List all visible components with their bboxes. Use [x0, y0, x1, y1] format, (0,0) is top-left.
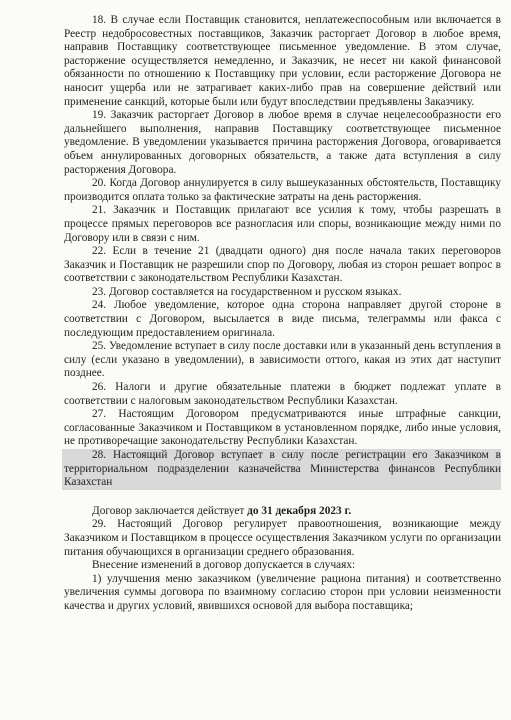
paragraph-25: 25. Уведомление вступает в силу после доставки или в указанный день вступления в силу (если указано в уведомлении), в зависимости оттого, какая из этих дат наступит позднее.	[64, 340, 501, 380]
paragraph-26: 26. Налоги и другие обязательные платежи в бюджет подлежат уплате в соответствии с налоговым законодательством Республики Казахстан.	[64, 381, 501, 407]
paragraph-20: 20. Когда Договор аннулируется в силу вышеуказанных обстоятельств, Поставщику производится оплата только за фактические затраты на день расторжения.	[64, 177, 501, 203]
paragraph-18: 18. В случае если Поставщик становится, неплатежеспособным или включается в Реестр недобросовестных поставщиков, Заказчик расторгает Договор в любое время, направив Поставщику соответствующее письменное уведомление. В этом случае, расторжение осуществляется немедленно, и Заказчик, не несет ни какой финансовой обязанности по отношению к Поставщику при условии, если расторжение Договора не наносит ущерба или не затрагивает каких-либо прав на совершение действий или применение санкций, которые были или будут впоследствии предъявлены Заказчику.	[64, 14, 501, 108]
paragraph-24: 24. Любое уведомление, которое одна сторона направляет другой стороне в соответствии с Договором, высылается в виде письма, телеграммы или факса с последующим предоставлением оригинала.	[64, 299, 501, 339]
paragraph-22: 22. Если в течение 21 (двадцати одного) дня после начала таких переговоров Заказчик и Поставщик не разрешили спор по Договору, любая из сторон решает вопрос в соответствии с законодательством Республики Казахстан.	[64, 245, 501, 285]
amendment-item-1: 1) улучшения меню заказчиком (увеличение рациона питания) и соответственно увеличения суммы договора по взаимному согласию сторон при условии неизменности качества и других условий, явившихся основой для выбора поставщика;	[64, 572, 501, 612]
blank-space	[64, 490, 501, 505]
paragraph-23: 23. Договор составляется на государственном и русском языках.	[92, 285, 402, 298]
amendments-intro: Внесение изменений в договор допускается в случаях:	[92, 559, 356, 572]
paragraph-27: 27. Настоящим Договором предусматриваются иные штрафные санкции, согласованные Заказчиком и Поставщиком в установленном порядке, либо иные условия, не противоречащие законодательству Республики Казахстан.	[64, 408, 501, 448]
paragraph-29: 29. Настоящий Договор регулирует правоотношения, возникающие между Заказчиком и Поставщиком в процессе осуществления Заказчиком услуги по организации питания обучающихся в организации среднего образования.	[64, 518, 501, 558]
validity-date: до 31 декабря 2023 г.	[247, 504, 352, 517]
paragraph-19: 19. Заказчик расторгает Договор в любое время в случае нецелесообразности его дальнейшего выполнения, направив Поставщику соответствующее письменное уведомление. В уведомлении указывается причина расторжения Договора, оговаривается объем аннулированных договорных обязательств, а также дата вступления в силу расторжения Договора.	[64, 109, 501, 176]
validity-prefix: Договор заключается действует	[92, 504, 248, 517]
validity-line	[64, 505, 501, 519]
paragraph-28-highlighted: 28. Настоящий Договор вступает в силу после регистрации его Заказчиком в территориальном подразделении казначейства Министерства финансов Республики Казахстан	[64, 449, 501, 489]
paragraph-21: 21. Заказчик и Поставщик прилагают все усилия к тому, чтобы разрешать в процессе прямых переговоров все разногласия или споры, возникающие между ними по Договору или в связи с ним.	[64, 204, 501, 244]
